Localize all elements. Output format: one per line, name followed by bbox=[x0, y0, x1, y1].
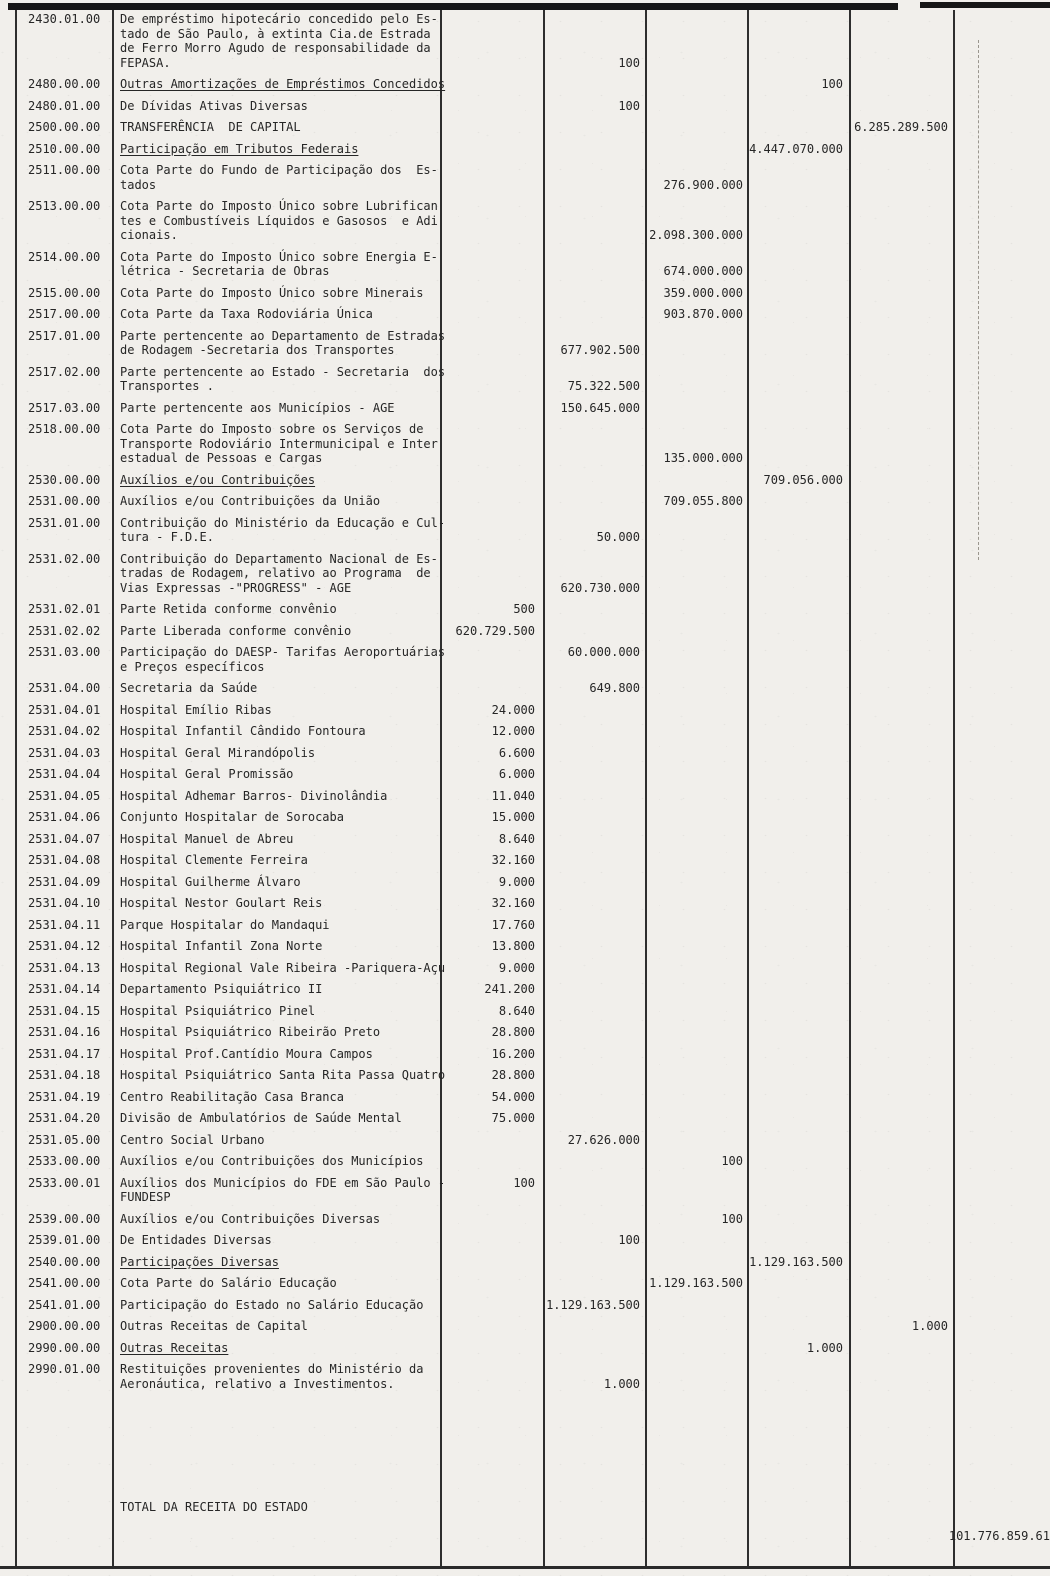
table-row bbox=[15, 896, 1050, 911]
amount-cell: 6.600 bbox=[498, 745, 535, 760]
table-row bbox=[15, 1004, 1050, 1019]
table-row bbox=[15, 681, 1050, 696]
table-row bbox=[15, 767, 1050, 782]
account-description: Hospital Manuel de Abreu bbox=[120, 831, 294, 846]
table-row bbox=[15, 1319, 1050, 1334]
table-row bbox=[15, 982, 1050, 997]
account-description: Hospital Psiquiátrico Ribeirão Preto bbox=[120, 1025, 381, 1039]
account-code: 2480.00.00 bbox=[28, 77, 101, 91]
table-row bbox=[15, 918, 1050, 933]
account-description: Parte Liberada conforme convênio bbox=[120, 623, 352, 638]
table-row bbox=[15, 1133, 1050, 1148]
top-border-line bbox=[8, 3, 898, 10]
amount-cell: 649.800 bbox=[589, 681, 640, 695]
account-code: 2531.04.20 bbox=[28, 1111, 101, 1125]
account-description: Cota Parte do Imposto Único sobre Energia E- létrica - Secretaria de Obras bbox=[120, 249, 438, 278]
amount-cell: 9.000 bbox=[498, 874, 535, 889]
account-code: 2531.04.17 bbox=[28, 1046, 101, 1061]
account-code: 2531.04.00 bbox=[28, 681, 101, 695]
table-row bbox=[15, 1255, 1050, 1270]
account-description: Parte pertencente aos Municípios - AGE bbox=[120, 400, 395, 415]
account-code: 2531.04.15 bbox=[28, 1003, 101, 1018]
account-code: 2531.04.05 bbox=[28, 788, 101, 803]
amount-cell: 6.285.289.500 bbox=[854, 120, 948, 134]
account-code: 2531.04.13 bbox=[28, 960, 101, 975]
account-code: 2539.00.00 bbox=[28, 1211, 101, 1226]
account-code: 2531.04.07 bbox=[28, 831, 101, 846]
account-description: Contribuição do Ministério da Educação e Cul- tura - F.D.E. bbox=[120, 515, 446, 544]
amount-cell: 620.730.000 bbox=[560, 580, 640, 595]
table-row bbox=[15, 1154, 1050, 1169]
amount-cell: 50.000 bbox=[596, 530, 640, 544]
amount-cell: 620.729.500 bbox=[455, 623, 535, 638]
amount-cell: 54.000 bbox=[491, 1089, 535, 1104]
account-code: 2531.04.19 bbox=[28, 1089, 101, 1104]
account-description: Secretaria da Saúde bbox=[120, 681, 258, 695]
account-description: Participação em Tributos Federais bbox=[120, 141, 359, 156]
amount-cell: 24.000 bbox=[491, 702, 535, 717]
account-code: 2531.04.18 bbox=[28, 1068, 101, 1082]
revenue-rows bbox=[15, 12, 1050, 1391]
account-code: 2531.02.02 bbox=[28, 623, 101, 638]
account-description: Hospital Prof.Cantídio Moura Campos bbox=[120, 1046, 373, 1061]
table-row bbox=[15, 939, 1050, 954]
amount-cell: 1.000 bbox=[603, 1376, 640, 1391]
account-code: 2531.03.00 bbox=[28, 645, 101, 659]
table-row bbox=[15, 1025, 1050, 1040]
table-row bbox=[15, 473, 1050, 488]
table-row bbox=[15, 624, 1050, 639]
table-row bbox=[15, 832, 1050, 847]
table-row bbox=[15, 1176, 1050, 1205]
account-code: 2541.01.00 bbox=[28, 1297, 101, 1312]
account-code: 2511.00.00 bbox=[28, 163, 101, 177]
amount-cell: 1.129.163.500 bbox=[649, 1276, 743, 1290]
table-row bbox=[15, 401, 1050, 416]
amount-cell: 903.870.000 bbox=[663, 307, 743, 321]
account-code: 2531.02.01 bbox=[28, 602, 101, 616]
account-description: Cota Parte da Taxa Rodoviária Única bbox=[120, 307, 373, 321]
amount-cell: 11.040 bbox=[491, 788, 535, 803]
account-code: 2531.04.01 bbox=[28, 702, 101, 717]
amount-cell: 17.760 bbox=[491, 917, 535, 932]
account-description: Hospital Clemente Ferreira bbox=[120, 853, 308, 867]
account-description: Auxílios dos Municípios do FDE em São Paulo - FUNDESP bbox=[120, 1175, 446, 1204]
account-code: 2530.00.00 bbox=[28, 472, 101, 487]
account-code: 2531.04.12 bbox=[28, 939, 101, 953]
bottom-border-line bbox=[0, 1566, 1050, 1569]
account-description: Hospital Geral Promissão bbox=[120, 767, 294, 781]
account-code: 2531.01.00 bbox=[28, 515, 101, 530]
amount-cell: 100 bbox=[721, 1154, 743, 1168]
account-description: Departamento Psiquiátrico II bbox=[120, 982, 323, 996]
amount-cell: 1.129.163.500 bbox=[546, 1297, 640, 1312]
account-code: 2531.04.06 bbox=[28, 810, 101, 824]
account-code: 2480.01.00 bbox=[28, 98, 101, 113]
amount-cell: 13.800 bbox=[491, 939, 535, 953]
table-row bbox=[15, 199, 1050, 243]
account-description: Auxílios e/ou Contribuições bbox=[120, 472, 316, 487]
account-code: 2990.00.00 bbox=[28, 1340, 101, 1355]
amount-cell: 674.000.000 bbox=[663, 264, 743, 278]
amount-cell: 75.000 bbox=[491, 1111, 535, 1125]
account-description: Centro Social Urbano bbox=[120, 1132, 265, 1147]
amount-cell: 32.160 bbox=[491, 896, 535, 910]
top-border-line-segment bbox=[920, 2, 1050, 8]
amount-cell: 8.640 bbox=[498, 831, 535, 846]
amount-cell: 1.129.163.500 bbox=[749, 1254, 843, 1269]
account-description: De empréstimo hipotecário concedido pelo Es- tado de São Paulo, à extinta Cia.de Estrada de Ferro Morro Agudo de responsabilidade da FEPASA. bbox=[120, 12, 438, 70]
account-description: Outras Amortizações de Empréstimos Concedidos bbox=[120, 77, 446, 91]
table-row bbox=[15, 703, 1050, 718]
amount-cell: 6.000 bbox=[498, 767, 535, 781]
table-row bbox=[15, 602, 1050, 617]
amount-cell: 15.000 bbox=[491, 810, 535, 824]
account-description: Restituições provenientes do Ministério da Aeronáutica, relativo a Investimentos. bbox=[120, 1362, 424, 1391]
account-description: Participações Diversas bbox=[120, 1254, 279, 1269]
table-row bbox=[15, 724, 1050, 739]
table-row bbox=[15, 329, 1050, 358]
account-code: 2539.01.00 bbox=[28, 1233, 101, 1247]
revenue-table bbox=[15, 12, 1050, 1551]
amount-cell: 32.160 bbox=[491, 853, 535, 867]
amount-cell: 709.056.000 bbox=[763, 472, 843, 487]
amount-cell: 100 bbox=[618, 55, 640, 70]
account-code: 2513.00.00 bbox=[28, 199, 101, 213]
account-code: 2500.00.00 bbox=[28, 120, 101, 134]
amount-cell: 12.000 bbox=[491, 724, 535, 738]
account-code: 2531.05.00 bbox=[28, 1132, 101, 1147]
table-row bbox=[15, 1276, 1050, 1291]
account-code: 2541.00.00 bbox=[28, 1276, 101, 1290]
account-description: Divisão de Ambulatórios de Saúde Mental bbox=[120, 1111, 402, 1125]
amount-cell: 27.626.000 bbox=[567, 1132, 640, 1147]
amount-cell: 241.200 bbox=[484, 982, 535, 996]
account-code: 2900.00.00 bbox=[28, 1319, 101, 1333]
table-row bbox=[15, 250, 1050, 279]
account-code: 2517.01.00 bbox=[28, 328, 101, 343]
table-row bbox=[15, 961, 1050, 976]
account-description: Hospital Guilherme Álvaro bbox=[120, 874, 301, 889]
table-row bbox=[15, 120, 1050, 135]
account-code: 2540.00.00 bbox=[28, 1254, 101, 1269]
account-code: 2531.04.11 bbox=[28, 917, 101, 932]
account-code: 2531.04.10 bbox=[28, 896, 101, 910]
table-row bbox=[15, 853, 1050, 868]
account-description: Contribuição do Departamento Nacional de Es- tradas de Rodagem, relativo ao Programa de Vias Expressas -"PROGRESS" - AGE bbox=[120, 551, 438, 595]
account-description: Participação do Estado no Salário Educação bbox=[120, 1297, 424, 1312]
amount-cell: 2.098.300.000 bbox=[649, 228, 743, 242]
table-row bbox=[15, 286, 1050, 301]
total-label: TOTAL DA RECEITA DO ESTADO bbox=[120, 1500, 308, 1514]
amount-cell: 1.000 bbox=[911, 1319, 948, 1333]
table-row bbox=[15, 810, 1050, 825]
account-code: 2430.01.00 bbox=[28, 12, 101, 26]
amount-cell: 4.447.070.000 bbox=[749, 141, 843, 156]
account-description: Parte pertencente ao Estado - Secretaria dos Transportes . bbox=[120, 364, 446, 393]
amount-cell: 100 bbox=[821, 77, 843, 91]
amount-cell: 28.800 bbox=[491, 1025, 535, 1039]
table-row bbox=[15, 1298, 1050, 1313]
table-row bbox=[15, 1068, 1050, 1083]
table-row bbox=[15, 1090, 1050, 1105]
amount-cell: 100 bbox=[721, 1211, 743, 1226]
amount-cell: 677.902.500 bbox=[560, 343, 640, 357]
account-description: Hospital Psiquiátrico Pinel bbox=[120, 1003, 316, 1018]
account-description: Hospital Nestor Goulart Reis bbox=[120, 896, 323, 910]
account-description: Auxílios e/ou Contribuições da União bbox=[120, 494, 381, 508]
total-row bbox=[15, 1471, 1050, 1544]
table-row bbox=[15, 516, 1050, 545]
account-code: 2515.00.00 bbox=[28, 285, 101, 300]
account-description: Cota Parte do Fundo de Participação dos Es- tados bbox=[120, 163, 438, 192]
account-description: Conjunto Hospitalar de Sorocaba bbox=[120, 810, 344, 824]
table-row bbox=[15, 1362, 1050, 1391]
amount-cell: 9.000 bbox=[498, 960, 535, 975]
account-code: 2990.01.00 bbox=[28, 1362, 101, 1376]
amount-cell: 60.000.000 bbox=[567, 645, 640, 659]
account-code: 2517.02.00 bbox=[28, 364, 101, 379]
amount-cell: 150.645.000 bbox=[560, 400, 640, 415]
account-description: Parte Retida conforme convênio bbox=[120, 602, 337, 616]
account-code: 2531.04.04 bbox=[28, 767, 101, 781]
account-description: Auxílios e/ou Contribuições dos Municípios bbox=[120, 1154, 424, 1168]
account-description: De Dívidas Ativas Diversas bbox=[120, 98, 308, 113]
account-code: 2517.00.00 bbox=[28, 307, 101, 321]
table-row bbox=[15, 1047, 1050, 1062]
amount-cell: 135.000.000 bbox=[663, 451, 743, 465]
amount-cell: 500 bbox=[513, 602, 535, 616]
table-row bbox=[15, 875, 1050, 890]
amount-cell: 100 bbox=[618, 1233, 640, 1247]
table-row bbox=[15, 1341, 1050, 1356]
table-row bbox=[15, 1233, 1050, 1248]
account-description: Hospital Psiquiátrico Santa Rita Passa Quatro bbox=[120, 1068, 446, 1082]
account-code: 2531.02.00 bbox=[28, 551, 101, 566]
account-description: Hospital Emílio Ribas bbox=[120, 702, 272, 717]
table-row bbox=[15, 422, 1050, 466]
account-code: 2514.00.00 bbox=[28, 249, 101, 264]
account-description: Auxílios e/ou Contribuições Diversas bbox=[120, 1211, 381, 1226]
account-description: Hospital Geral Mirandópolis bbox=[120, 745, 316, 760]
account-description: Cota Parte do Imposto sobre os Serviços de Transporte Rodoviário Intermunicipal e Inter estadual de Pessoas e Cargas bbox=[120, 422, 438, 465]
account-description: Parte pertencente ao Departamento de Estradas de Rodagem -Secretaria dos Transportes bbox=[120, 328, 446, 357]
account-description: TRANSFERÊNCIA DE CAPITAL bbox=[120, 120, 301, 134]
table-row bbox=[15, 494, 1050, 509]
account-description: Cota Parte do Imposto Único sobre Minerais bbox=[120, 285, 424, 300]
table-row bbox=[15, 12, 1050, 70]
table-row bbox=[15, 99, 1050, 114]
account-code: 2518.00.00 bbox=[28, 422, 101, 436]
account-code: 2510.00.00 bbox=[28, 141, 101, 156]
account-description: Hospital Infantil Zona Norte bbox=[120, 939, 323, 953]
table-row bbox=[15, 163, 1050, 192]
table-row bbox=[15, 552, 1050, 596]
amount-cell: 709.055.800 bbox=[663, 494, 743, 508]
account-description: Hospital Infantil Cândido Fontoura bbox=[120, 724, 366, 738]
table-row bbox=[15, 1212, 1050, 1227]
table-row bbox=[15, 1111, 1050, 1126]
total-amount: 101.776.859.61 bbox=[948, 1529, 1050, 1543]
amount-cell: 359.000.000 bbox=[663, 285, 743, 300]
amount-cell: 100 bbox=[618, 98, 640, 113]
amount-cell: 1.000 bbox=[806, 1340, 843, 1355]
account-description: Cota Parte do Imposto Único sobre Lubrifican tes e Combustíveis Líquidos e Gasosos e Adi cionais. bbox=[120, 199, 438, 242]
account-description: De Entidades Diversas bbox=[120, 1233, 272, 1247]
table-row bbox=[15, 365, 1050, 394]
table-row bbox=[15, 307, 1050, 322]
account-code: 2531.04.03 bbox=[28, 745, 101, 760]
account-code: 2531.00.00 bbox=[28, 494, 101, 508]
account-description: Parque Hospitalar do Mandaqui bbox=[120, 917, 330, 932]
account-code: 2531.04.16 bbox=[28, 1025, 101, 1039]
account-code: 2531.04.14 bbox=[28, 982, 101, 996]
amount-cell: 276.900.000 bbox=[663, 177, 743, 192]
account-description: Hospital Adhemar Barros- Divinolândia bbox=[120, 788, 388, 803]
account-description: Participação do DAESP- Tarifas Aeroportuárias e Preços específicos bbox=[120, 645, 446, 674]
account-code: 2531.04.08 bbox=[28, 853, 101, 867]
table-row bbox=[15, 142, 1050, 157]
account-code: 2517.03.00 bbox=[28, 400, 101, 415]
table-row bbox=[15, 746, 1050, 761]
account-description: Cota Parte do Salário Educação bbox=[120, 1276, 337, 1290]
amount-cell: 16.200 bbox=[491, 1046, 535, 1061]
amount-cell: 28.800 bbox=[491, 1068, 535, 1082]
amount-cell: 8.640 bbox=[498, 1003, 535, 1018]
account-description: Outras Receitas de Capital bbox=[120, 1319, 308, 1333]
account-description: Centro Reabilitação Casa Branca bbox=[120, 1089, 344, 1104]
table-row bbox=[15, 789, 1050, 804]
account-code: 2533.00.01 bbox=[28, 1175, 101, 1190]
account-code: 2531.04.02 bbox=[28, 724, 101, 738]
account-code: 2533.00.00 bbox=[28, 1154, 101, 1168]
amount-cell: 100 bbox=[513, 1175, 535, 1190]
amount-cell: 75.322.500 bbox=[567, 379, 640, 393]
table-row bbox=[15, 645, 1050, 674]
account-code: 2531.04.09 bbox=[28, 874, 101, 889]
table-row bbox=[15, 77, 1050, 92]
account-description: Outras Receitas bbox=[120, 1340, 229, 1355]
account-description: Hospital Regional Vale Ribeira -Pariquera-Açu bbox=[120, 960, 446, 975]
